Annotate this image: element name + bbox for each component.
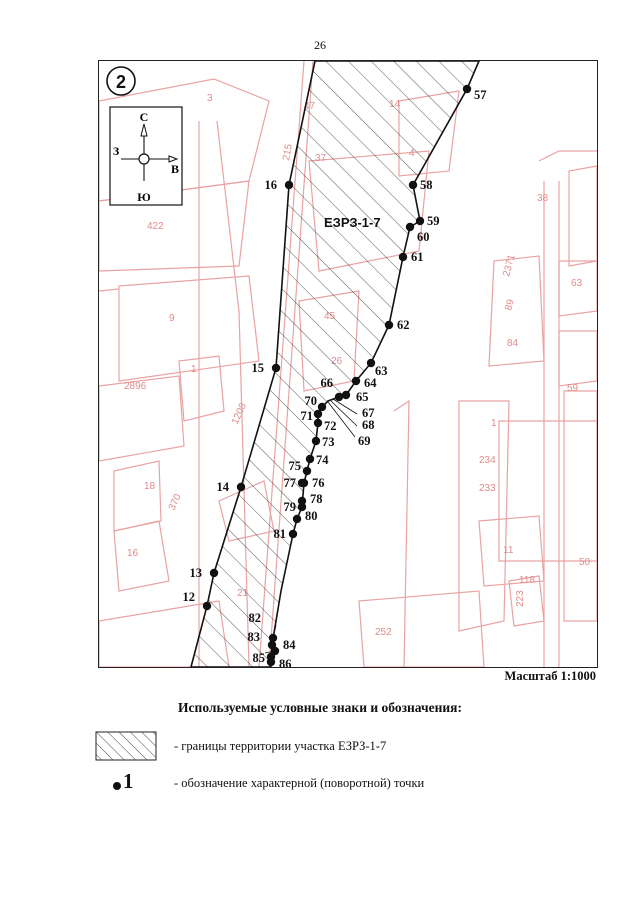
boundary-point-59: [416, 217, 424, 225]
boundary-point-60: [406, 223, 414, 231]
boundary-point-71: [314, 410, 322, 418]
boundary-point-14: [237, 483, 245, 491]
point-label-16: 16: [264, 178, 277, 192]
boundary-point-74: [306, 455, 314, 463]
point-label-70: 70: [304, 394, 317, 408]
point-label-65: 65: [356, 390, 369, 404]
parcel: [564, 391, 597, 621]
cadastral-label: 118: [519, 575, 535, 586]
point-label-83: 83: [247, 630, 260, 644]
map-frame: [98, 60, 598, 668]
boundary-point-75: [303, 467, 311, 475]
point-label-63: 63: [375, 364, 388, 378]
legend-hatch-swatch: [95, 731, 157, 761]
road-edge: [539, 151, 597, 161]
boundary-point-64: [352, 377, 360, 385]
compass-south-label: Ю: [137, 190, 151, 204]
cadastral-label: 252: [375, 627, 392, 638]
boundary-point-72: [314, 419, 322, 427]
point-label-67: 67: [362, 406, 375, 420]
point-label-60: 60: [417, 230, 430, 244]
point-label-74: 74: [316, 453, 329, 467]
legend-point-number: 1: [123, 769, 134, 793]
cadastral-label: 223: [515, 590, 526, 607]
compass-west-label: З: [112, 144, 120, 158]
cadastral-label: 3: [207, 93, 213, 104]
cadastral-label: 63: [571, 278, 583, 289]
parcel: [459, 401, 509, 631]
point-label-86: 86: [279, 657, 292, 667]
cadastral-label: 233: [479, 483, 496, 494]
point-label-82: 82: [248, 611, 261, 625]
cadastral-label: 18: [144, 481, 156, 492]
sheet-number: 2: [115, 72, 127, 92]
point-label-57: 57: [474, 88, 487, 102]
cadastral-label: 1208: [229, 401, 250, 427]
page-number: 26: [314, 38, 326, 52]
cadastral-label: 422: [147, 221, 164, 232]
point-label-61: 61: [411, 250, 424, 264]
legend-title: Используемые условные знаки и обозначения:: [178, 700, 462, 715]
point-dot-icon: [113, 782, 121, 790]
point-label-76: 76: [312, 476, 325, 490]
map-scale: Масштаб 1:1000: [504, 669, 596, 683]
road-edge: [99, 289, 119, 291]
compass-north-label: С: [139, 110, 149, 124]
cadastral-label: 215: [281, 143, 295, 162]
boundary-point-12: [203, 602, 211, 610]
cadastral-label: 84: [507, 338, 519, 349]
boundary-point-66: [335, 393, 343, 401]
point-label-69: 69: [358, 434, 371, 448]
boundary-point-13: [210, 569, 218, 577]
parcel: [499, 421, 597, 561]
boundary-point-57: [463, 85, 471, 93]
cadastral-label: 2371: [501, 253, 518, 278]
parcel: [489, 256, 544, 366]
boundary-point-81: [289, 530, 297, 538]
cadastral-label: 89: [503, 298, 517, 312]
parcel: [569, 166, 597, 266]
legend-point-text: - обозначение характерной (поворотной) точки: [174, 776, 425, 790]
point-label-58: 58: [420, 178, 433, 192]
point-label-85: 85: [252, 651, 265, 665]
point-label-84: 84: [283, 638, 296, 652]
cadastral-label: 59: [567, 383, 579, 394]
point-label-72: 72: [324, 419, 337, 433]
parcel: [114, 521, 169, 591]
cadastral-label: 38: [537, 193, 549, 204]
parcel: [559, 331, 597, 386]
boundary-point-73: [312, 437, 320, 445]
point-label-73: 73: [322, 435, 335, 449]
parcel: [119, 276, 259, 381]
cadastral-label: 11: [503, 545, 514, 556]
point-label-59: 59: [427, 214, 440, 228]
cadastral-label: 50: [579, 557, 591, 568]
point-label-62: 62: [397, 318, 410, 332]
parcel: [179, 356, 224, 421]
point-label-14: 14: [216, 480, 229, 494]
point-label-77: 77: [283, 476, 296, 490]
boundary-point-63: [367, 359, 375, 367]
point-label-68: 68: [362, 418, 375, 432]
map-canvas: [99, 61, 597, 667]
point-label-78: 78: [310, 492, 323, 506]
boundary-point-77: [298, 479, 306, 487]
cadastral-label: 234: [479, 455, 496, 466]
legend-point-symbol: [113, 768, 153, 796]
parcel: [394, 401, 409, 667]
boundary-point-61: [399, 253, 407, 261]
parcel: [114, 461, 161, 531]
boundary-point-15: [272, 364, 280, 372]
cadastral-label: 1: [491, 418, 497, 429]
compass-rose: [110, 107, 182, 205]
cadastral-label: 16: [127, 548, 139, 559]
compass-east-label: В: [170, 162, 180, 176]
cadastral-label: 2896: [124, 381, 147, 392]
point-label-80: 80: [305, 509, 318, 523]
point-label-12: 12: [182, 590, 195, 604]
sheet-badge: [107, 67, 135, 95]
point-label-79: 79: [283, 500, 296, 514]
boundary-point-80: [293, 515, 301, 523]
cadastral-label: 1: [191, 364, 197, 375]
point-label-66: 66: [320, 376, 333, 390]
point-label-71: 71: [300, 409, 313, 423]
point-label-75: 75: [288, 459, 301, 473]
cadastral-label: 370: [166, 492, 184, 513]
cadastral-label: 9: [169, 313, 175, 324]
point-label-13: 13: [189, 566, 202, 580]
boundary-point-62: [385, 321, 393, 329]
boundary-point-86: [267, 658, 275, 666]
point-label-81: 81: [273, 527, 286, 541]
zone-label: ЕЗРЗ-1-7: [324, 215, 381, 230]
boundary-point-16: [285, 181, 293, 189]
legend-hatch-text: - границы территории участка ЕЗРЗ-1-7: [174, 739, 387, 753]
point-label-64: 64: [364, 376, 377, 390]
boundary-point-58: [409, 181, 417, 189]
point-label-15: 15: [251, 361, 264, 375]
